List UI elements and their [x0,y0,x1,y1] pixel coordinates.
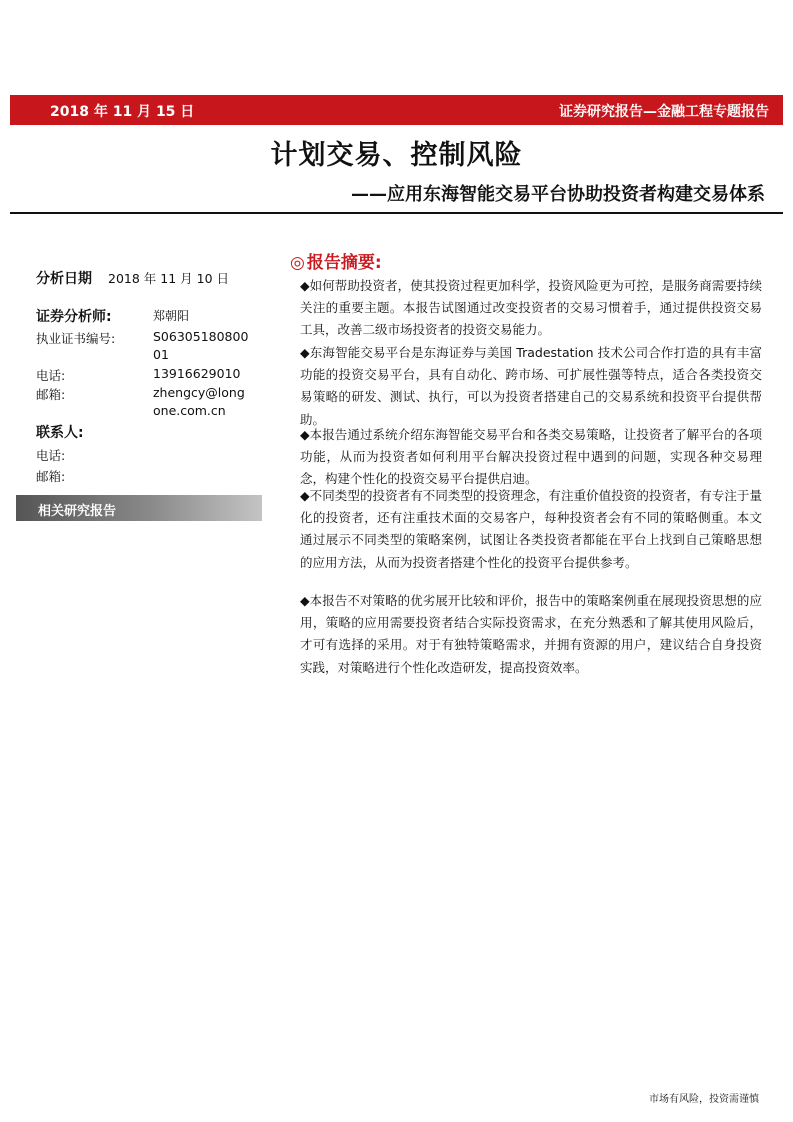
contact-label: 联系人: [36,425,84,441]
license-row [36,329,249,347]
email-label: 邮箱: [36,387,66,402]
abstract-paragraph-4: ◆不同类型的投资者有不同类型的投资理念，有注重价值投资的投资者，有专注于量化的投资者，还有注重技术面的交易客户，每种投资者会有不同的策略侧重。本文通过展示不同类型的策略案例，试图让各类投资者都能在平台上找到自己策略思想的应用方法，从而为投资者搭建个性化的投资平台提供参考。 [300,488,762,570]
report-date: 2018 年 11 月 15 日 [50,104,195,120]
analyst-name: 郑朝阳 [153,309,190,323]
abstract-paragraph-2: ◆东海智能交易平台是东海证券与美国 Tradestation 技术公司合作打造的具有丰富功能的投资交易平台，具有自动化、跨市场、可扩展性强等特点，适合各类投资交易策略的研发、测试、执行，可以为投资者搭建自己的交易系统和投资平台提供帮助。 [300,345,762,427]
phone-row [36,366,241,384]
license-line2: 01 [153,347,169,362]
contact-phone-label: 电话: [36,448,66,463]
title-divider [10,212,783,214]
report-subtitle: ——应用东海智能交易平台协助投资者构建交易体系 [351,184,765,205]
email-line2: one.com.cn [153,403,226,418]
abstract-paragraph-3: ◆本报告通过系统介绍东海智能交易平台和各类交易策略，让投资者了解平台的各项功能，从而为投资者如何利用平台解决投资过程中遇到的问题，实现各种交易理念，构建个性化的投资交易平台提供启迪。 [300,427,762,487]
analyst-label: 证券分析师: [36,309,112,325]
analysis-date-row [36,268,229,288]
email-row [36,385,245,403]
header-bar [10,95,783,125]
related-reports-bar [16,495,262,521]
contact-row [36,422,84,442]
report-title: 计划交易、控制风险 [270,140,523,171]
abstract-heading-text: 报告摘要: [306,253,382,273]
risk-disclaimer: 市场有风险，投资需谨慎 [649,1094,759,1105]
analysis-date-value: 2018 年 11 月 10 日 [108,271,229,286]
contact-email-label: 邮箱: [36,469,66,484]
abstract-heading [290,248,382,273]
double-circle-icon: ◎ [290,253,305,273]
report-series: 证券研究报告—金融工程专题报告 [559,104,769,120]
abstract-paragraph-5: ◆本报告不对策略的优劣展开比较和评价，报告中的策略案例重在展现投资思想的应用，策略的应用需要投资者结合实际投资需求，在充分熟悉和了解其使用风险后，才可有选择的采用。对于有独特策略需求，并拥有资源的用户，建议结合自身投资实践，对策略进行个性化改造研发，提高投资效率。 [300,593,762,675]
email-line1: zhengcy@long [153,385,245,400]
analyst-row [36,306,190,326]
license-label: 执业证书编号: [36,331,116,346]
contact-email-row [36,467,65,485]
related-reports-label: 相关研究报告 [38,504,117,519]
phone-label: 电话: [36,368,66,383]
phone-value: 13916629010 [153,366,241,381]
contact-phone-row [36,446,65,464]
abstract-paragraph-1: ◆如何帮助投资者，使其投资过程更加科学，投资风险更为可控，是服务商需要持续关注的重要主题。本报告试图通过改变投资者的交易习惯着手，通过提供投资交易工具，改善二级市场投资者的投资交易能力。 [300,278,762,338]
analysis-date-label: 分析日期 [36,271,92,287]
license-line1: S06305180800 [153,329,249,344]
